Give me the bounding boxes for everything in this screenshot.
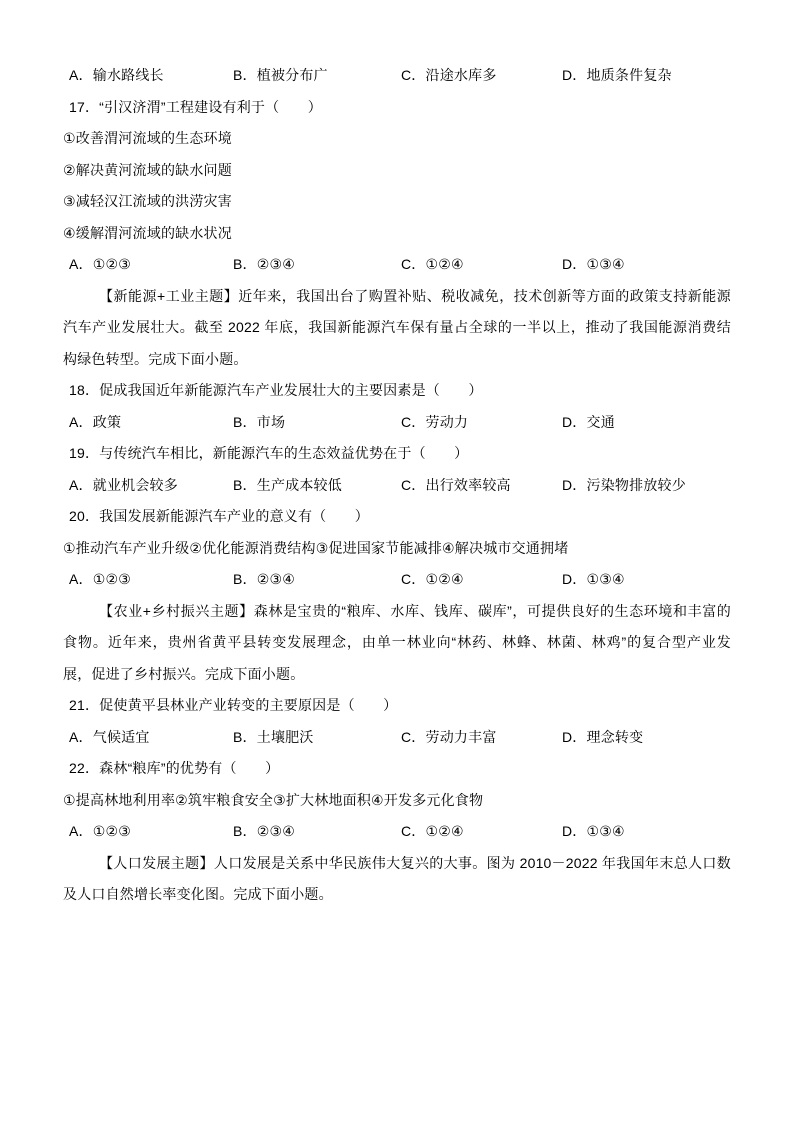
answer-options-row — [63, 60, 731, 92]
answer-option — [69, 60, 233, 92]
option-label: D． — [562, 823, 587, 839]
answer-option — [233, 722, 401, 754]
question-stem: 20．我国发展新能源汽车产业的意义有（ ） — [69, 508, 369, 524]
option-label: B． — [233, 823, 257, 839]
paragraph-line: 【人口发展主题】人口发展是关系中华民族伟大复兴的大事。图为 2010－2022 年我国年末总人口数 — [99, 854, 731, 871]
option-text: 劳动力 — [425, 413, 469, 430]
answer-options-row — [63, 407, 731, 439]
answer-option — [69, 407, 233, 439]
answer-option — [233, 564, 401, 596]
option-label: D． — [562, 728, 587, 745]
option-label: D． — [562, 476, 587, 493]
option-label: C． — [401, 67, 426, 83]
answer-option — [69, 470, 233, 502]
answer-option — [69, 249, 233, 281]
option-text: ②③④ — [256, 571, 296, 587]
numbered-statement-line: ②解决黄河流域的缺水问题 — [63, 161, 232, 178]
paragraph-line: 食物。近年来，贵州省黄平县转变发展理念，由单一林业向“林药、林蜂、林菌、林鸡”的复合型产业发 — [63, 634, 731, 650]
answer-option — [401, 564, 562, 596]
option-label: C． — [401, 476, 426, 493]
option-label: D． — [562, 413, 587, 430]
answer-option — [401, 60, 562, 92]
option-text: 生产成本较低 — [256, 476, 342, 493]
answer-option — [401, 470, 562, 502]
answer-option — [233, 60, 401, 92]
option-text: ①②④ — [425, 256, 464, 272]
option-text: 输水路线长 — [92, 67, 164, 83]
answer-option — [233, 249, 401, 281]
option-text: ①②③ — [92, 256, 132, 272]
answer-option — [233, 470, 401, 502]
answer-option — [69, 564, 233, 596]
option-label: C． — [401, 728, 426, 745]
paragraph-line: 展，促进了乡村振兴。完成下面小题。 — [63, 665, 305, 682]
numbered-statement-line: ①改善渭河流域的生态环境 — [63, 130, 232, 146]
numbered-statement-line: ③减轻汉江流域的洪涝灾害 — [63, 193, 232, 209]
option-text: 就业机会较多 — [92, 476, 178, 493]
option-label: B． — [233, 571, 257, 587]
paragraph-line: 构绿色转型。完成下面小题。 — [63, 350, 248, 367]
answer-option — [69, 722, 233, 754]
answer-option — [562, 722, 731, 754]
answer-option — [233, 407, 401, 439]
option-text: 地质条件复杂 — [586, 67, 672, 83]
option-label: A． — [69, 256, 93, 272]
option-text: 理念转变 — [586, 728, 644, 745]
option-text: ②③④ — [256, 256, 296, 272]
option-text: 交通 — [586, 413, 615, 430]
option-text: ①②④ — [425, 823, 464, 839]
option-text: 植被分布广 — [256, 67, 328, 83]
answer-option — [233, 816, 401, 848]
paragraph-line: 汽车产业发展壮大。截至 2022 年底，我国新能源汽车保有量占全球的一半以上，推动了我国能源消费结 — [63, 319, 731, 335]
answer-option — [562, 564, 731, 596]
option-label: B． — [233, 728, 257, 745]
option-label: B． — [233, 476, 257, 493]
paragraph-line: 【农业+乡村振兴主题】森林是宝贵的“粮库、水库、钱库、碳库”，可提供良好的生态环境和丰富的 — [99, 602, 731, 619]
option-label: C． — [401, 823, 426, 839]
answer-option — [401, 722, 562, 754]
answer-options-row — [63, 816, 731, 848]
option-text: ①②③ — [92, 823, 132, 839]
option-label: D． — [562, 256, 587, 272]
option-text: ①③④ — [586, 571, 625, 587]
option-text: 污染物排放较少 — [586, 476, 686, 493]
question-stem: 19．与传统汽车相比，新能源汽车的生态效益优势在于（ ） — [69, 445, 469, 461]
question-stem: 22．森林“粮库”的优势有（ ） — [69, 760, 280, 776]
answer-options-row — [63, 470, 731, 502]
option-label: A． — [69, 823, 93, 839]
answer-options-row — [63, 564, 731, 596]
option-text: 出行效率较高 — [425, 476, 511, 493]
option-label: C． — [401, 256, 426, 272]
option-label: A． — [69, 413, 93, 430]
answer-option — [562, 249, 731, 281]
paragraph-line: 及人口自然增长率变化图。完成下面小题。 — [63, 886, 333, 902]
answer-option — [562, 816, 731, 848]
option-text: 沿途水库多 — [425, 67, 497, 83]
option-label: C． — [401, 571, 426, 587]
numbered-statement-line: ①提高林地利用率②筑牢粮食安全③扩大林地面积④开发多元化食物 — [63, 791, 484, 808]
answer-options-row — [63, 722, 731, 754]
option-text: 劳动力丰富 — [425, 728, 497, 745]
option-text: ①③④ — [586, 256, 625, 272]
option-text: 政策 — [92, 413, 122, 430]
answer-option — [69, 816, 233, 848]
option-label: A． — [69, 571, 93, 587]
question-stem: 17．“引汉济渭”工程建设有利于（ ） — [69, 98, 322, 115]
answer-option — [562, 470, 731, 502]
numbered-statement-line: ④缓解渭河流域的缺水状况 — [63, 224, 232, 241]
option-label: D． — [562, 67, 587, 83]
option-text: 市场 — [256, 413, 286, 430]
option-label: B． — [233, 413, 257, 430]
question-stem: 18．促成我国近年新能源汽车产业发展壮大的主要因素是（ ） — [69, 382, 483, 398]
answer-option — [401, 407, 562, 439]
option-label: B． — [233, 256, 257, 272]
option-label: C． — [401, 413, 426, 430]
option-text: ①②④ — [425, 571, 464, 587]
option-label: A． — [69, 476, 93, 493]
option-label: A． — [69, 728, 93, 745]
question-stem: 21．促使黄平县林业产业转变的主要原因是（ ） — [69, 697, 398, 713]
answer-option — [401, 816, 562, 848]
option-label: B． — [233, 67, 257, 83]
option-label: A． — [69, 67, 93, 83]
paragraph-line: 【新能源+工业主题】近年来，我国出台了购置补贴、税收减免，技术创新等方面的政策支持新能源 — [99, 287, 731, 304]
option-text: ①②③ — [92, 571, 132, 587]
answer-option — [562, 407, 731, 439]
answer-option — [401, 249, 562, 281]
option-text: 气候适宜 — [92, 728, 150, 745]
numbered-statement-line: ①推动汽车产业升级②优化能源消费结构③促进国家节能减排④解决城市交通拥堵 — [63, 539, 569, 556]
option-text: ①③④ — [586, 823, 625, 839]
answer-options-row — [63, 249, 731, 281]
option-text: ②③④ — [256, 823, 296, 839]
option-text: 土壤肥沃 — [256, 728, 314, 745]
option-label: D． — [562, 571, 587, 587]
answer-option — [562, 60, 731, 92]
document-body — [63, 60, 731, 911]
